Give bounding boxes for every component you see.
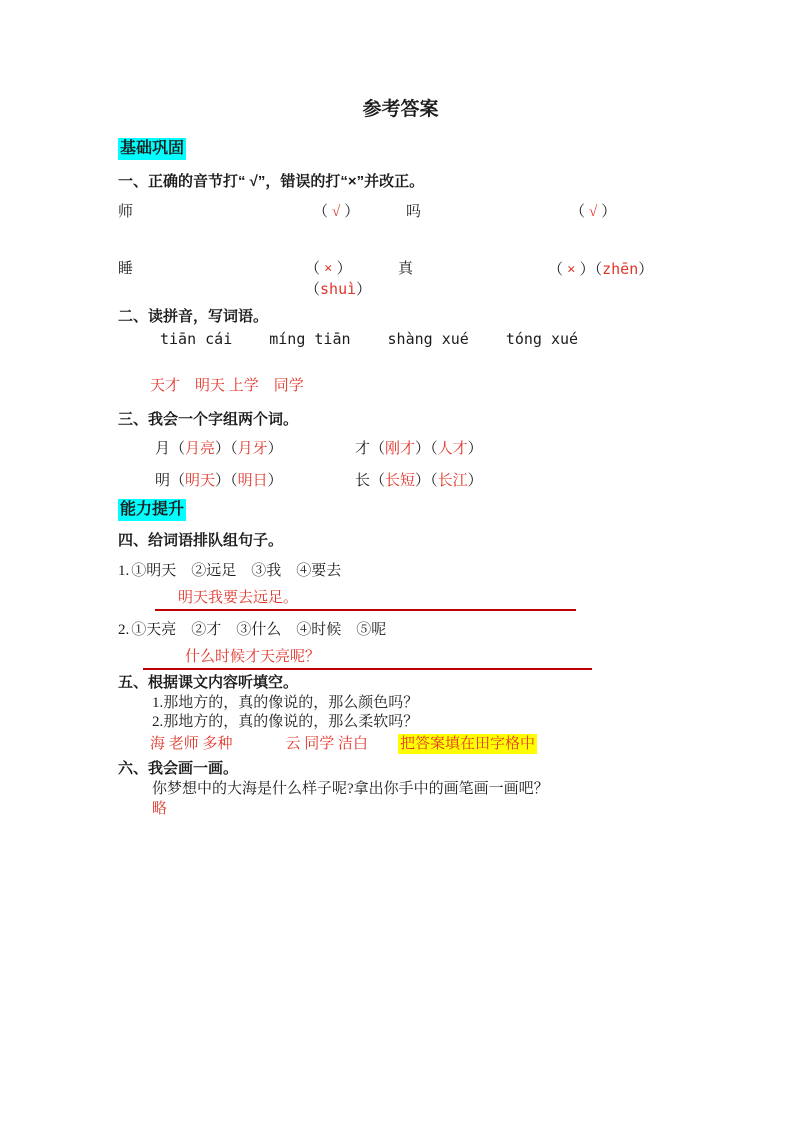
- q2-answer: 天才 明天 上学 同学: [150, 378, 304, 394]
- q3-heading: 三、我会一个字组两个词。: [118, 411, 299, 428]
- q2-pinyin-word: tóng xué: [505, 330, 579, 348]
- q4-item2-answer: 什么时候才天亮呢？: [143, 647, 592, 670]
- q2-pinyin-word: shàng xué: [387, 330, 469, 348]
- paren-close: ）: [467, 441, 483, 457]
- q3-word: 长短: [385, 473, 416, 489]
- paren-close: ）: [267, 473, 283, 489]
- part1-header-row: [118, 138, 683, 160]
- paren-close: ）: [415, 441, 431, 457]
- cross-mark: ×: [567, 262, 576, 278]
- q3-word: 长江: [437, 473, 468, 489]
- q4-heading: 四、给词语排队组句子。: [118, 532, 284, 549]
- paren-open: （: [430, 441, 438, 457]
- q5-answer-row: [150, 734, 683, 754]
- paren-close: ）: [215, 441, 231, 457]
- q4-item2-words-line: [118, 620, 683, 640]
- paren-close: ）: [467, 473, 483, 489]
- cross-mark: ×: [324, 261, 333, 277]
- q4-item1-words-line: [118, 561, 683, 581]
- q3-char: 月: [155, 441, 171, 457]
- paren-open: （: [230, 441, 238, 457]
- q3-word: 月亮: [185, 441, 216, 457]
- section-header-basics: 基础巩固: [118, 138, 186, 160]
- q3-item-ming: [155, 471, 355, 491]
- q6-prompt: 你梦想中的大海是什么样子呢?拿出你手中的画笔画一画吧？: [152, 781, 549, 797]
- q3-char: 才: [355, 441, 371, 457]
- paren-open: （: [305, 261, 321, 277]
- q1-row1-mark-b: [556, 202, 616, 222]
- check-mark: √: [332, 204, 341, 220]
- q3-row1: [155, 439, 683, 459]
- q3-word: 月牙: [237, 441, 268, 457]
- check-mark: √: [589, 204, 598, 220]
- q1-row2-char-b: 真: [398, 261, 414, 277]
- paren-open: （: [230, 473, 238, 489]
- q1-row2-pinyin-a: shuì: [320, 280, 357, 298]
- paren-open: （: [170, 441, 186, 457]
- q4-item1-words: ①明天 ②远足 ③我 ④要去: [131, 563, 342, 579]
- q2-pinyin-row: [160, 329, 683, 349]
- paren-close: ）: [579, 262, 595, 278]
- q5-answer-group2: 云 同学 洁白: [285, 736, 369, 752]
- q2-heading: 二、读拼音，写词语。: [118, 308, 269, 325]
- paren-open: （: [313, 204, 329, 220]
- q2-pinyin-word: míng tiān: [269, 330, 351, 348]
- q4-item1-answer: 明天我要去远足。: [155, 588, 576, 611]
- q3-item-moon: [155, 439, 355, 459]
- q3-word: 明日: [237, 473, 268, 489]
- q3-word: 刚才: [385, 441, 416, 457]
- page-title: 参考答案: [362, 99, 439, 120]
- paren-open: （: [570, 204, 586, 220]
- q3-row2: [155, 471, 683, 491]
- q3-word: 明天: [185, 473, 216, 489]
- paren-open: （: [370, 441, 386, 457]
- paren-open: （: [370, 473, 386, 489]
- q5-line1: 1.那地方的，真的像说的，那么颜色吗？: [152, 695, 419, 711]
- q1-heading: 一、正确的音节打“ √”，错误的打“×”并改正。: [118, 173, 425, 190]
- section-header-advanced: 能力提升: [118, 499, 186, 521]
- paren-open: （: [170, 473, 186, 489]
- q2-pinyin-word: tiān cái: [160, 330, 233, 348]
- paren-close: ）: [601, 204, 617, 220]
- q4-item2-words: ①天亮 ②才 ③什么 ④时候 ⑤呢: [131, 622, 387, 638]
- q3-char: 长: [355, 473, 371, 489]
- q6-answer: 略: [152, 801, 168, 817]
- paren-close: ）: [638, 262, 654, 278]
- q4-item2-number: 2.: [118, 622, 130, 638]
- q5-line2: 2.那地方的，真的像说的，那么柔软吗？: [152, 714, 419, 730]
- part2-header-row: [118, 499, 683, 521]
- q1-row1-char-a: 师: [118, 204, 134, 220]
- paren-open: （: [548, 262, 564, 278]
- paren-close: ）: [344, 204, 360, 220]
- q3-item-chang: [355, 471, 483, 491]
- q1-row1-char-b: 吗: [406, 204, 422, 220]
- q1-row2-char-a: 睡: [118, 261, 134, 277]
- paren-close: ）: [215, 473, 231, 489]
- q6-heading: 六、我会画一画。: [118, 760, 239, 777]
- q3-char: 明: [155, 473, 171, 489]
- q5-note-highlighted: 把答案填在田字格中: [400, 736, 536, 752]
- paren-open: （: [594, 262, 603, 278]
- q5-heading: 五、根据课文内容听填空。: [118, 674, 299, 691]
- q1-row2-mark-a: [305, 259, 398, 300]
- paren-close: ）: [415, 473, 431, 489]
- q1-row1-mark-a: [305, 202, 406, 222]
- q3-item-cai: [355, 439, 483, 459]
- q1-row2: [118, 259, 683, 300]
- paren-open: （: [430, 473, 438, 489]
- q1-row2-mark-b: [548, 259, 653, 300]
- q3-word: 人才: [437, 441, 468, 457]
- q1-row2-pinyin-b: zhēn: [602, 260, 639, 278]
- paren-close: ）: [336, 261, 352, 277]
- paren-close: ）: [267, 441, 283, 457]
- q1-row1: [118, 202, 683, 222]
- q5-answer-group1: 海 老师 多种: [150, 736, 233, 752]
- paren-open: （: [305, 282, 321, 298]
- paren-close: ）: [356, 282, 372, 298]
- q4-item1-number: 1.: [118, 563, 130, 579]
